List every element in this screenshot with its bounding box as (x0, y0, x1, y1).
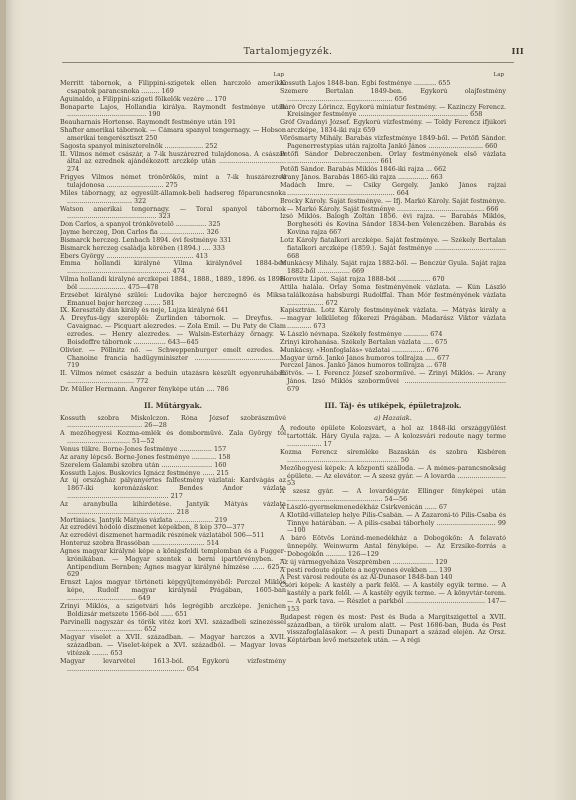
page-number: III (511, 46, 524, 56)
toc-entry: Petőfi Sándor Debreczenben. Orlay festményének első vázlata ............................................. 661 (280, 150, 506, 166)
toc-entry: Az aranybulla kihirdetése. Jantyik Mátyás vázlata ..................................................... 218 (60, 500, 286, 516)
toc-entry: Bismarck herczeg családja körében (1894.) .... 333 (60, 244, 225, 252)
toc-entry: Jayme herczeg, Don Carlos fia ...................... 326 (60, 229, 219, 237)
toc-entry: Kozma Ferencz síremléke Bazaskán és szobra Kisbéren ....................................................... 50 (280, 448, 506, 464)
toc-entry: Horovitz Lipót. Saját rajza 1888-ból ................ 670 (280, 276, 445, 284)
lap-label: Lap (273, 72, 284, 78)
toc-entry: Emma hollandi királyné Vilma királynővel 1884-ben ................................................... 474 (60, 260, 286, 276)
toc-entry: Merritt tábornok, a Filippini-szigetek ellen harczoló amerikai csapatok parancsnoka ......... 169 (60, 80, 286, 95)
section-title-mutargyak: II. Műtárgyak. (143, 400, 203, 410)
toc-entry: Vörösmarty Mihály. Barabás vízfestménye 1849-ből. — Petőfi Sándor. Pagenerrestypias után rajzolta Jankó János ........................... 660 (280, 134, 506, 150)
toc-entry: Az ezredévi diszmenet harmadik részének vázlatából 506—511 (60, 532, 265, 540)
toc-entry: Zrinyi kirohanása. Székely Bertalan vázlata ..... 675 (280, 338, 448, 346)
toc-entry: Arany János. Barabás 1865-iki rajza ............... 663 (280, 174, 443, 182)
toc-entry: Petőfi Sándor. Barabás Miklós 1846-iki rajza ... 662 (280, 166, 447, 174)
right-section-entries (280, 425, 506, 645)
toc-entry: Munkácsy Mihály. Saját rajza 1882-ből. — Benczúr Gyula. Saját rajza 1882-ből ................ 669 (280, 260, 506, 276)
header-rule (62, 62, 514, 63)
toc-entry: Szerelem Galambi szobra után ......................... 160 (60, 461, 227, 469)
toc-entry: A Pest városi redoute és az Al-Dunasor 1848-ban 140 (280, 574, 453, 582)
toc-entry: Szemere Bertalan 1849-ben. Egykorú olajfestmény .................................................... 656 (280, 87, 506, 103)
toc-entry: A Dreyfus-ügy szereplői: Zurlinden tábornok. — Dreyfus. — Cavaignac. — Picquart alezredes. — Zola Emil. — Du Paty de Clam ezredes. — Henry alezredes. — Walsin-Esterházy őrnagy. — Boisdeffre tábornok ................ 643—645 (60, 315, 286, 346)
toc-entry: Kapisztrán. Lotz Károly festményének vázlata. — Mátyás király a magyar lelkületeg főkerezi Prágában. Madarász Viktor vázlata ............ 673 (280, 307, 506, 331)
toc-entry: Az ezredévi hódoló diszmenet képekben, 8 kép 370—377 (60, 524, 245, 532)
toc-entry: Brocky Károly. Saját festménye. — Ifj. Markó Károly. Saját festménye. — Markó Károly. Saját festménye ........................................... 666 (280, 197, 506, 213)
toc-entry: A pesti redoute épülete a negyvenes években .... 139 (280, 566, 452, 574)
right-column (280, 72, 506, 645)
toc-entry: Ernszt Lajos magyar történeti képgyűjteményéből: Perczel Miklós képe, Rudolf magyar királynál Prágában, 1605-ban .................................. 649 (60, 579, 286, 602)
toc-entry: A Klotild-villatelep helye Pilis-Csabán. — A Zazaroni-tó Pilis-Csaba és Tinnye határában. — A pilis-csabai táborhely ............................. 99—100 (280, 511, 506, 535)
page-title: Tartalomjegyzék. (243, 46, 333, 57)
toc-entry: Az új vármegyeháza Veszprémben .................... 129 (280, 558, 448, 566)
toc-entry: Bonaparte Lajos, Hollandia királya. Raymondt festménye után ....................................... 190 (60, 103, 286, 119)
subsection-title-hazaiak: a) Hazaiak. (374, 413, 412, 422)
toc-entry: A szesz gyár. — A lovardégyár. Ellinger fényképei után ............................................... 54—56 (280, 488, 506, 504)
toc-entry: A redoute épülete Kolozsvárt, a hol az 1848-iki országgyűlést tartották. Háry Gyula rajza. — A kolozsvári redoute nagy terme ................. 17 (280, 425, 506, 449)
toc-entry: Munkácsy. «Honfoglalás» vázlatai ................ 676 (280, 346, 439, 354)
toc-entry: Gróf Gvadányi József. Egykorú vízfestmény. — Toldy Ferencz ifjúkori arczképe, 1834-iki rajz 659 (280, 119, 506, 135)
toc-entry: Az arany lépcső. Borne-Jones festménye ............ 158 (60, 453, 231, 461)
toc-entry: Báró Orczy Lőrincz. Egykorú miniatur festmény. — Kazinczy Ferencz. Kreisinger festménye ...................................................... 658 (280, 103, 506, 119)
toc-entry: Magyar úrnő. Jankó János humoros tollrajza ..... 677 (280, 354, 450, 362)
toc-entry: Lotz Károly fiatalkori arczképe. Saját festménye. — Székely Bertalan fiatalkori arczképe (1859.). Saját festménye ................................... 668 (280, 236, 506, 260)
toc-entry: Ágnes magyar királyné képe a königsfeldi templomban és a Fugger-krónikában. — Magyar szentek a berni ipartörvényben. — Antipendium Bernben; Ágnes magyar királyné hímzése ...... 625—629 (60, 547, 286, 579)
toc-entry: Aguinaldo, a Filippini-szigeti fölkelők vezére ... 170 (60, 95, 227, 103)
section-title-tajkepek: III. Táj- és utiképek, épületrajzok. (324, 400, 462, 410)
toc-entry: Parvinelli nagyszár és török vitéz kori XVI. századbeli színezéssel ..................................... 652 (60, 618, 286, 634)
left-section-entries (60, 415, 286, 674)
toc-entry: Attila halála. Orlay Soma festményének vázlata. — Kún László találkozása habsburgi Rudolffal. Than Mór festményének vázlata .................. 672 (280, 283, 506, 307)
toc-entry: Perczel János. Jankó János humoros tollrajza ... 678 (280, 362, 447, 370)
toc-entry: II. Vilmos német császár, a 7-ik huszárezred tulajdonosa. A császár által az ezrednek ajándékozott arczkép után ................................. 274 (60, 150, 286, 174)
toc-entry: Mortiniacs. Jantyik Mátyás vázlata ................... 219 (60, 516, 228, 524)
toc-entry: Don Carlos, a spanyol trónkövetelő ............... 325 (60, 221, 221, 229)
toc-entry: A László-gyermekmenedékház Csirkvenicán ...... 67 (280, 503, 448, 511)
toc-entry: Honteruz szobra Brassóban .......................... 514 (60, 540, 219, 548)
toc-entry: Az új országház pályanyertes falfestmény vázlatai: Kardvágás az 1867-iki koronázáskor. Bendes Andor vázlata .................................................. 217 (60, 477, 286, 501)
toc-entry: Erzsébet királyné szülei: Ludovika bajor herczegnő és Miksa Emanuel bajor herczeg ........ 581 (60, 291, 286, 307)
toc-entry: A báró Eötvös Loránd-menedékház a Dobogókőn: A felavató ünnepély. Weinwurm Antal fényképe. — Az Erzsike-forrás a Dobogókőn .......... 126—129 (280, 535, 506, 558)
toc-entry: Kossuth Lajos 1848-ban. Egbi festménye ........... 655 (280, 80, 451, 87)
page-header (0, 46, 576, 60)
toc-entry: Vilma hollandi királyné arczképei 1884., 1888., 1889., 1896. és 1898-ból ....................... 475—478 (60, 276, 286, 291)
toc-entry: IX. Keresztély dán király és neje, Lujza királyné 641 (60, 307, 229, 315)
right-top-entries (280, 80, 506, 394)
toc-entry: Watson amerikai tengernagy. — Toral spanyol tábornok ............................................ 323 (60, 205, 286, 221)
spine-shadow (6, 0, 14, 800)
toc-entry: Csóri képek: A kastély a park felől. — A kastély egyik terme. — A kastély a park felől. — A kastély egyik terme. — A könyvtár-terem. — A park tava. — Részlet a parkból ....................................... 147—153 (280, 582, 506, 613)
left-top-entries (60, 80, 286, 394)
toc-entry: Eötvös. — I. Ferencz József szoborművé. — Zrinyi Miklós. — Arany János. Izsó Miklós szoborművei .................................................. 679 (280, 370, 506, 393)
toc-entry: V. László névnapa. Székely festménye ............ 674 (280, 331, 443, 338)
toc-entry: Madách Imre. — Csiky Gergely. Jankó János rajzai ..................................................... 664 (280, 181, 506, 197)
toc-entry: Venus tükre. Borne-Jones festménye ................ 157 (60, 445, 227, 453)
toc-entry: Sagosta spanyol miniszterelnök ................... 252 (60, 142, 218, 150)
toc-entry: Magyar viselet a XVII. században. — Magyar harczos a XVII. században. — Viselet-képek a XVI. századból. — Magyar lovas vitézek ........ 653 (60, 634, 286, 657)
toc-entry: Miles tábornagy, az egyesült-államok-beli hadsereg főparancsnoka ................................ 322 (60, 189, 286, 205)
toc-entry: A mezőhegyesi Kozma-emlék és domborművé. Zala György tól ............................... 51—52 (60, 430, 286, 446)
toc-entry: Izsó Miklós. Balogh Zoltán 1856. évi rajza. — Barabás Miklós, Borghesóti és Kovina Sándor 1834-ben Velenczében. Barabás és Kovina rajza 667 (280, 213, 506, 237)
toc-entry: II. Vilmos német császár a beduin utazásra készült egyenruhában ................................. 772 (60, 370, 286, 386)
toc-entry: Shafter amerikai tábornok. — Cámara spanyol tengernagy. — Hobson amerikai tengerésztiszt 250 (60, 127, 286, 142)
toc-entry: Frigyes Vilmos német trónörökös, mint a 7-ik huszárezred tulajdonosa ............................ 275 (60, 174, 286, 189)
left-column (60, 72, 286, 673)
toc-entry: Mezőhegyesi képek: A központi szálloda. — A ménes-parancsnokság épülete. — Az elevátor. — A szesz gyár. — A lovarda ........................ 53 (280, 464, 506, 488)
toc-entry: Zrinyi Miklós, a szigetvári hős legrégibb arczképe. Jenichen Boldizsár metszete 1566-ból ...... 651 (60, 602, 286, 618)
toc-entry: Kossuth Lajos. Buskovics Ignácz festménye ...... 215 (60, 469, 229, 477)
lap-label: Lap (493, 72, 504, 78)
toc-entry: Dr. Müller Hermann. Angerer fényképe után .... 786 (60, 385, 229, 393)
toc-entry: Kossuth szobra Miskolczon. Róna József szobrászművé ..................................... 26—28 (60, 414, 286, 430)
toc-entry: Ebers György ........................................... 413 (60, 252, 208, 260)
toc-entry: Beauharnais Hortense. Raymondt festménye után 191 (60, 119, 237, 127)
toc-entry: Bismarck herczeg. Lenbach 1894. évi festménye 331 (60, 236, 232, 244)
toc-entry: Magyar levarvétel 1613-ból. Egykorú vízfestmény .......................................................... 654 (60, 657, 286, 673)
toc-entry: Budapest régen és most: Pest és Buda a Margitszigettel a XVII. században, a török uralom alatt. — Pest 1686-ban, Buda és Pest visszafoglalásakor. — A pesti Dunapart a század elején. Az Orsz. Képtárban levő metszetek után. — A régi (280, 613, 506, 645)
toc-entry: Olivier. — Pöllnitz nő. — Schweppenburger emelt ezredes. — Chanoine francia hadügyminiszter ............................................. 719 (60, 346, 286, 370)
